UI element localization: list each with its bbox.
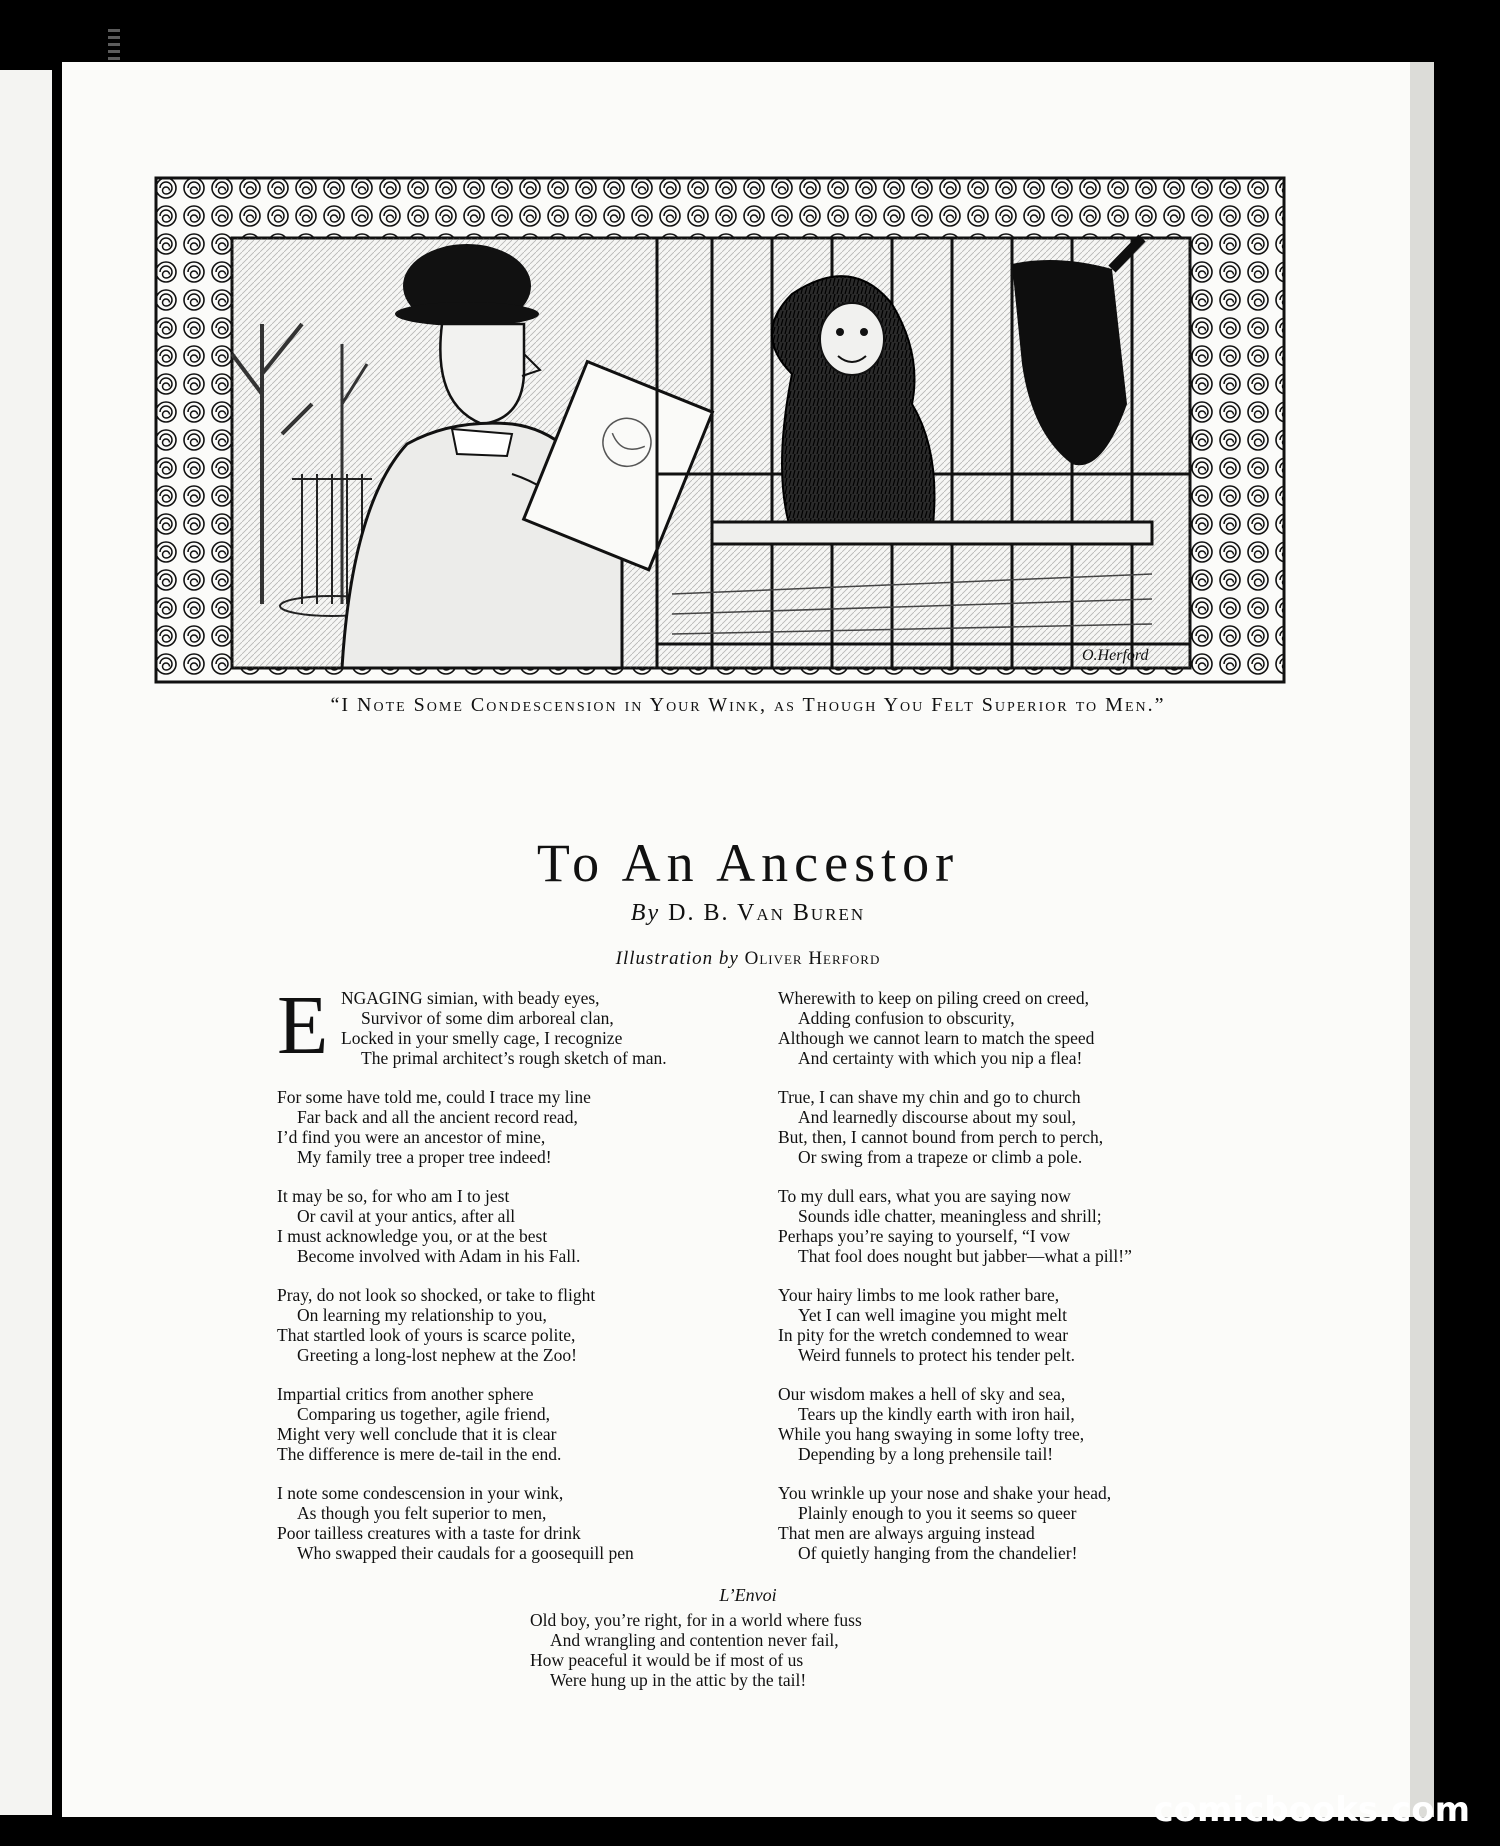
poem-line: Might very well conclude that it is clear [277,1424,557,1444]
poem-stanza [277,1285,797,1365]
page-spine-shadow [1410,62,1434,1817]
poem-line: Who swapped their caudals for a goosequill pen [297,1543,634,1563]
illustrator-name: Oliver Herford [744,948,881,969]
poem-line: Perhaps you’re saying to yourself, “I vow [778,1226,1071,1246]
poem-stanza [277,1483,797,1563]
poem-line: Tears up the kindly earth with iron hail, [798,1404,1075,1424]
poem-line: Of quietly hanging from the chandelier! [798,1543,1078,1563]
poem-line: I’d find you were an ancestor of mine, [277,1127,546,1147]
illustration-caption: “I Note Some Condescension in Your Wink, as Though You Felt Superior to Men.” [330,694,1166,716]
poem-line: Wherewith to keep on piling creed on creed, [778,988,1089,1008]
poem-line: And learnedly discourse about my soul, [798,1107,1077,1127]
poem-line: Adding confusion to obscurity, [798,1008,1015,1028]
poem-line: Our wisdom makes a hell of sky and sea, [778,1384,1066,1404]
poem-line: Old boy, you’re right, for in a world where fuss [530,1610,862,1630]
poem-column-left [277,979,797,1582]
poem-line: How peaceful it would be if most of us [530,1650,804,1670]
poem-line: The difference is mere de-tail in the end. [277,1444,562,1464]
poem-stanza [778,1285,1298,1365]
poem-line: Impartial critics from another sphere [277,1384,534,1404]
poem-line: While you hang swaying in some lofty tree, [778,1424,1085,1444]
article-title: To An Ancestor [536,833,960,893]
poem-stanza [778,988,1298,1068]
poem-line: And certainty with which you nip a flea! [798,1048,1083,1068]
poem-line: As though you felt superior to men, [297,1503,547,1523]
poem-line: Your hairy limbs to me look rather bare, [778,1285,1060,1305]
artist-signature: O.Herford [1082,647,1149,664]
poem-line: The primal architect’s rough sketch of man. [361,1048,667,1068]
poem-line: That startled look of yours is scarce polite, [277,1325,576,1345]
poem-line: Or swing from a trapeze or climb a pole. [798,1147,1083,1167]
magazine-page [62,62,1434,1817]
poem-line: Become involved with Adam in his Fall. [297,1246,581,1266]
site-watermark: comicbooks.com [1153,1790,1470,1830]
poem-line: Weird funnels to protect his tender pelt. [798,1345,1076,1365]
poem-stanza [277,1087,797,1167]
poem-line: Far back and all the ancient record read, [297,1107,578,1127]
poem-stanza [277,1384,797,1464]
poem-line: True, I can shave my chin and go to church [778,1087,1081,1107]
poem-line: For some have told me, could I trace my line [277,1087,591,1107]
byline [62,900,1434,927]
byline-prefix: By [630,900,661,926]
drop-cap: E [277,979,329,1072]
author-name: D. B. Van Buren [668,900,866,926]
poem-stanza [778,1186,1298,1266]
poem-stanza [778,1087,1298,1167]
poem-line [277,988,797,1008]
poem-line: On learning my relationship to you, [297,1305,547,1325]
poem-line: My family tree a proper tree indeed! [297,1147,552,1167]
poem-line: Pray, do not look so shocked, or take to flight [277,1285,596,1305]
poem-stanza [277,1186,797,1266]
poem-line: Greeting a long-lost nephew at the Zoo! [297,1345,577,1365]
poem-line: Comparing us together, agile friend, [297,1404,550,1424]
poem-line: That fool does nought but jabber—what a pill!” [798,1246,1132,1266]
poem-line: Although we cannot learn to match the speed [778,1028,1095,1048]
poem-line: Survivor of some dim arboreal clan, [361,1008,614,1028]
envoi-heading: L’Envoi [719,1585,777,1605]
poem-line: Sounds idle chatter, meaningless and shrill; [798,1206,1102,1226]
poem-line: That men are always arguing instead [778,1523,1035,1543]
poem-line: I note some condescension in your wink, [277,1483,564,1503]
facing-page-edge [0,70,52,1815]
drop-cap-continuation: NGAGING [341,988,423,1008]
poem-line: Or cavil at your antics, after all [297,1206,516,1226]
poem-line-tail: simian, with beady eyes, [422,988,600,1008]
poem-line: I must acknowledge you, or at the best [277,1226,548,1246]
poem-stanza [277,979,797,1072]
page-gutter [52,70,62,1815]
poem-line: Yet I can well imagine you might melt [798,1305,1067,1325]
poem-column-right [778,988,1298,1582]
zoo-illustration [152,174,1288,686]
illustration-credit [62,948,1434,970]
poem-line: To my dull ears, what you are saying now [778,1186,1071,1206]
poem-line: But, then, I cannot bound from perch to perch, [778,1127,1104,1147]
poem-line: You wrinkle up your nose and shake your head, [778,1483,1112,1503]
poem-line: Plainly enough to you it seems so queer [798,1503,1077,1523]
poem-line: Depending by a long prehensile tail! [798,1444,1054,1464]
poem-stanza [778,1384,1298,1464]
poem-line: Poor tailless creatures with a taste for drink [277,1523,581,1543]
poem-line: In pity for the wretch condemned to wear [778,1325,1069,1345]
poem-line: It may be so, for who am I to jest [277,1186,510,1206]
poem-line: Locked in your smelly cage, I recognize [341,1028,623,1048]
poem-line: Were hung up in the attic by the tail! [550,1670,807,1690]
envoi-stanza [530,1610,862,1690]
poem-line: And wrangling and contention never fail, [550,1630,839,1650]
poem-stanza [778,1483,1298,1563]
illustration-prefix: Illustration by [615,948,739,969]
